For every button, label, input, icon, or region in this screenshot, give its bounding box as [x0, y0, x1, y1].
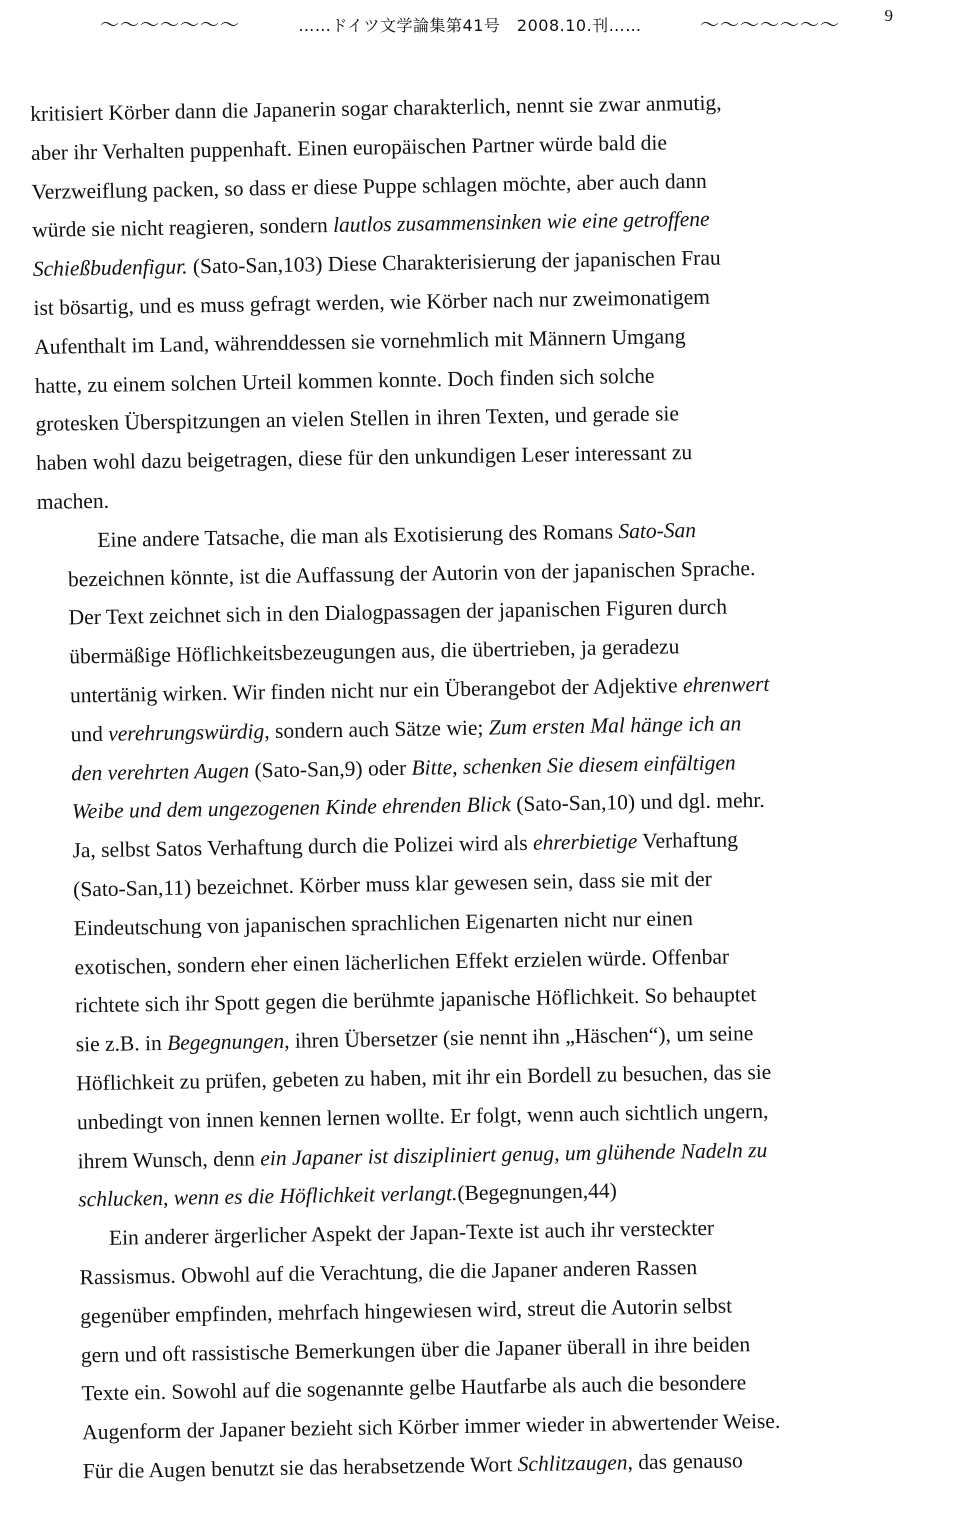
text-segment: , ihren Übersetzer (sie nennt ihn „Häschen“), um seine — [283, 1021, 754, 1054]
text-segment: gern und oft rassistische Bemerkungen über die Japaner überall in ihre beiden — [80, 1331, 751, 1367]
text-segment: übermäßige Höflichkeitsbezeugungen aus, die übertrieben, ja geradezu — [69, 634, 680, 669]
text-segment: Höflichkeit zu prüfen, gebeten zu haben, mit ihr ein Bordell zu besuchen, das sie — [76, 1059, 772, 1096]
text-segment: Rassismus. Obwohl auf die Verachtung, die die Japaner anderen Rassen — [79, 1255, 698, 1290]
text-segment: Verzweiflung packen, so dass er diese Puppe schlagen möchte, aber auch dann — [31, 168, 707, 204]
text-segment: Texte ein. Sowohl auf die sogenannte gelbe Hautfarbe als auch die besondere — [81, 1370, 747, 1406]
text-segment: Aufenthalt im Land, währenddessen sie vornehmlich mit Männern Umgang — [33, 323, 686, 359]
text-segment: Eine andere Tatsache, die man als Exotisierung des Romans — [97, 519, 619, 552]
text-segment: (Begegnungen,44) — [457, 1178, 617, 1206]
italic-text: Begegnungen — [166, 1029, 285, 1055]
running-header — [100, 10, 840, 37]
italic-text: Schlitzaugen — [517, 1450, 628, 1476]
text-segment: kritisiert Körber dann die Japanerin sogar charakterlich, nennt sie zwar anmutig, — [30, 90, 722, 126]
header-journal-title: ……ドイツ文学論集第41号 2008.10.刊…… — [298, 16, 642, 35]
text-segment: (Sato-San,9) oder — [248, 755, 412, 783]
text-segment: bezeichnen könnte, ist die Auffassung der Autorin von der japanischen Sprache. — [67, 555, 756, 591]
header-right-ornament: 〜〜〜〜〜〜〜 — [699, 15, 840, 36]
text-segment: und — [70, 721, 109, 747]
italic-text: ehrerbietige — [532, 829, 638, 855]
text-segment: , sondern auch Sätze wie; — [264, 715, 489, 743]
italic-text: lautlos zusammensinken wie eine getroffene — [332, 207, 710, 238]
paragraph — [30, 80, 917, 521]
italic-text: verehrungswürdig — [108, 718, 265, 746]
text-segment: machen. — [36, 488, 110, 514]
text-segment: grotesken Überspitzungen an vielen Stellen in ihren Texten, und gerade sie — [35, 401, 680, 437]
text-segment: würde sie nicht reagieren, sondern — [32, 213, 334, 243]
italic-text: ein Japaner ist diszipliniert genug, um glühende Nadeln zu — [260, 1137, 768, 1170]
text-segment: richtete sich ihr Spott gegen die berühmte japanische Höflichkeit. So behauptet — [74, 982, 757, 1018]
text-segment: (Sato-San,11) bezeichnet. Körber muss klar gewesen sein, dass sie mit der — [72, 866, 712, 902]
text-segment: Eindeutschung von japanischen sprachlichen Eigenarten nicht nur einen — [73, 905, 694, 941]
text-segment: exotischen, sondern eher einen lächerlichen Effekt erzielen würde. Offenbar — [74, 944, 730, 979]
text-segment: gegenüber empfinden, mehrfach hingewiesen wird, streut die Autorin selbst — [80, 1293, 733, 1329]
text-segment: Der Text zeichnet sich in den Dialogpassagen der japanischen Figuren durch — [68, 594, 728, 630]
text-segment: Ein anderer ärgerlicher Aspekt der Japan-Texte ist auch ihr versteckter — [108, 1215, 715, 1250]
italic-text: Sato-San — [618, 517, 697, 544]
header-left-ornament: 〜〜〜〜〜〜〜 — [100, 15, 241, 36]
text-segment: (Sato-San,10) und dgl. mehr. — [510, 788, 765, 817]
text-segment: sie z.B. in — [75, 1030, 168, 1057]
paragraph — [37, 507, 928, 1220]
italic-text: Weibe und dem ungezogenen Kinde ehrenden Blick — [71, 792, 512, 824]
text-segment: aber ihr Verhalten puppenhaft. Einen europäischen Partner würde bald die — [30, 130, 668, 165]
italic-text: ehrenwert — [682, 671, 770, 698]
text-segment: Für die Augen benutzt sie das herabsetzende Wort — [82, 1451, 518, 1484]
paragraph — [49, 1205, 933, 1491]
text-segment: Verhaftung — [637, 827, 739, 854]
italic-text: Schießbudenfigur. — [32, 254, 188, 282]
italic-text: Bitte, schenken Sie diesem einfältigen — [411, 749, 736, 780]
text-segment: hatte, zu einem solchen Urteil kommen konnte. Doch finden sich solche — [34, 363, 655, 398]
text-segment: ihrem Wunsch, denn — [77, 1145, 261, 1173]
italic-text: den verehrten Augen — [71, 758, 250, 785]
text-segment: haben wohl dazu beigetragen, diese für den unkundigen Leser interessant zu — [35, 440, 693, 476]
text-segment: Ja, selbst Satos Verhaftung durch die Polizei wird als — [72, 830, 534, 863]
page-number: 9 — [884, 6, 893, 25]
text-segment: Augenform der Japaner bezieht sich Körber immer wieder in abwertender Weise. — [81, 1408, 781, 1445]
text-segment: (Sato-San,103) Diese Charakterisierung der japanischen Frau — [187, 245, 721, 279]
text-segment: ist bösartig, und es muss gefragt werden, wie Körber nach nur zweimonatigem — [33, 284, 711, 320]
body-text — [30, 80, 933, 1491]
italic-text: schlucken, wenn es die Höflichkeit verlangt. — [78, 1181, 458, 1212]
text-segment: unbedingt von innen kennen lernen wollte. Er folgt, wenn auch sichtlich ungern, — [76, 1098, 769, 1135]
text-segment: , das genauso — [627, 1448, 743, 1475]
text-segment: untertänig wirken. Wir finden nicht nur ein Überangebot der Adjektive — [69, 673, 684, 708]
italic-text: Zum ersten Mal hänge ich an — [488, 711, 742, 740]
